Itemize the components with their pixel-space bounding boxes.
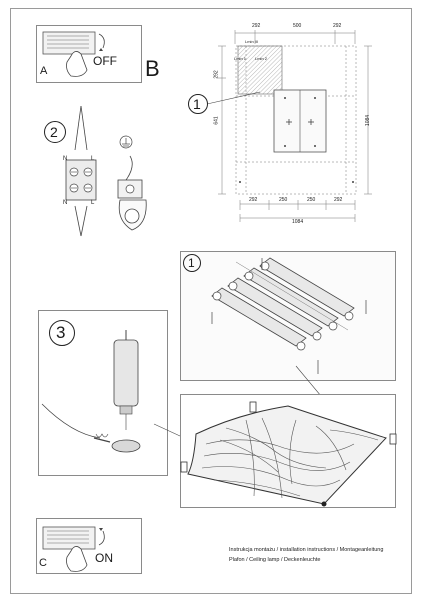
callout-2-number: 2 [50, 124, 58, 140]
hole-label-lmin-2: Lmin 2 [255, 56, 268, 61]
step-b-letter: B [145, 56, 160, 81]
dim-bottom-3: 250 [307, 197, 316, 203]
dim-right-total: 1084 [365, 114, 372, 127]
switch-off-label: OFF [93, 54, 117, 68]
hole-label-lmin-iii: Lmin III [245, 39, 259, 44]
footer-product: Plafon / Ceiling lamp / Deckenleuchte [229, 557, 321, 563]
wire-label-n-bottom: N [63, 200, 68, 206]
dim-left-upper: 292 [213, 70, 220, 79]
dim-top-2: 500 [293, 23, 302, 29]
step-a-letter: A [40, 65, 48, 77]
dim-left-mid: 641 [213, 116, 220, 125]
callout-3-number: 3 [56, 323, 66, 342]
wire-label-n-top: N [63, 156, 68, 162]
dim-top-3: 292 [333, 23, 342, 29]
footer-instructions: Instrukcja montażu / installation instructions / Montageanleitung [229, 547, 384, 553]
dim-top-1: 292 [252, 23, 261, 29]
wire-label-l-top: L [91, 156, 95, 162]
dim-bottom-1: 292 [249, 197, 258, 203]
callout-1-panel-number: 1 [188, 256, 195, 270]
callout-1-top-number: 1 [193, 96, 201, 112]
step-c-panel [36, 518, 142, 574]
step-c-letter: C [39, 557, 47, 569]
switch-on-label: ON [95, 551, 113, 565]
wire-label-l-bottom: L [91, 200, 95, 206]
hole-label-lmin-1: Lmin 1 [234, 56, 247, 61]
switch-on-illustration [37, 519, 143, 575]
dim-bottom-total: 1084 [292, 219, 304, 225]
dim-bottom-2: 250 [279, 197, 288, 203]
dim-bottom-4: 292 [334, 197, 343, 203]
